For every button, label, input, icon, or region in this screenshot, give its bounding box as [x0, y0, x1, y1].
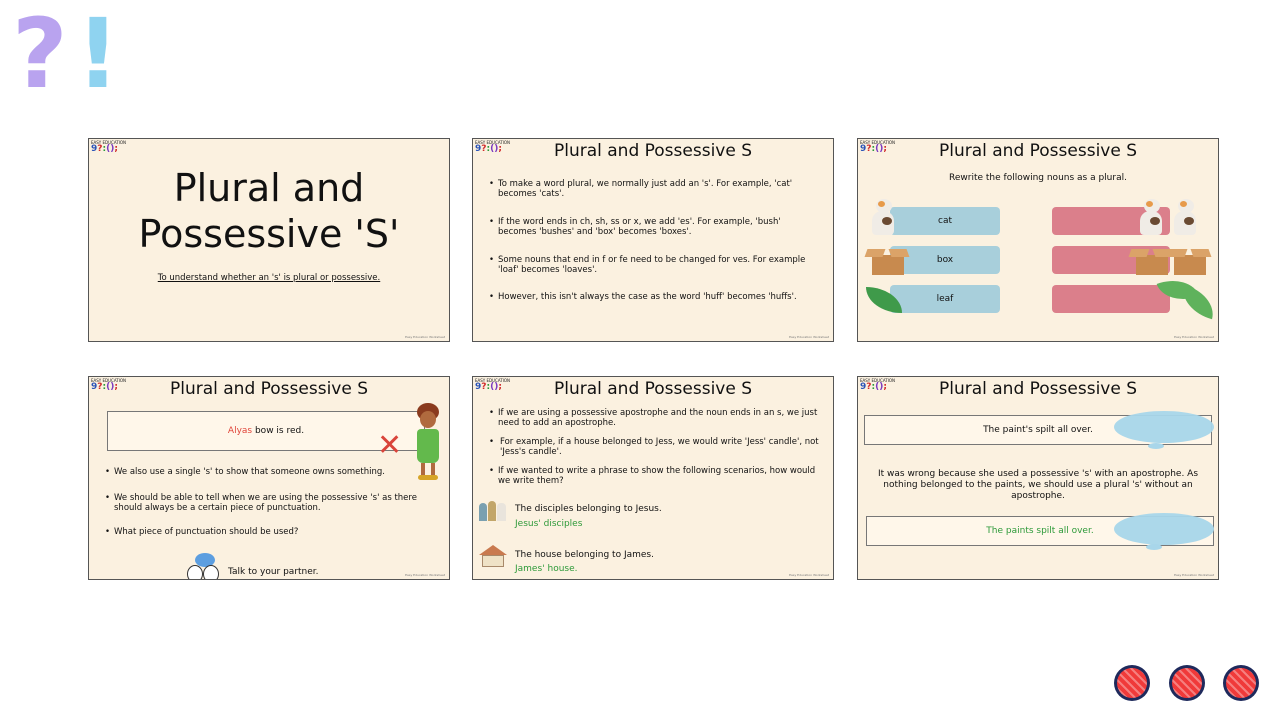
answer-text: Jesus' disciples: [515, 519, 583, 529]
cat-icon: [866, 199, 900, 235]
question-mark-decoration: ?: [12, 0, 68, 110]
slide-thumbnail-5[interactable]: [472, 376, 834, 580]
cross-icon: ✕: [377, 428, 403, 463]
exclamation-mark-decoration: !: [76, 0, 120, 110]
bullet-item: • Some nouns that end in f or fe need to be changed for ves. For example 'loaf' becomes 'loaves'.: [489, 255, 819, 275]
logo-icon: 9?:();: [475, 144, 502, 154]
disciples-picture: [477, 499, 507, 521]
slide-footer: Easy Education Worksheet: [405, 573, 445, 577]
paint-drop-icon: [1148, 443, 1164, 449]
bullet-item: • For example, if a house belonged to Jess, we would write 'Jess' candle', not 'Jess's candle'.: [489, 437, 819, 457]
slide-footer: Easy Education Worksheet: [789, 335, 829, 339]
slide-title: Plural and Possessive S: [553, 379, 753, 399]
nav-dot-icon: [1226, 668, 1256, 698]
bullet-list: [105, 467, 427, 537]
slide-title: Plural and Possessive S: [169, 379, 369, 399]
slide-thumbnail-3[interactable]: [857, 138, 1219, 342]
bullet-item: • What piece of punctuation should be used?: [105, 527, 427, 537]
slide-title: Plural and Possessive S: [553, 141, 753, 161]
answer-text: James' house.: [515, 564, 578, 574]
logo-text: EASY EDUCATION: [860, 378, 896, 383]
slide-footer: Easy Education Worksheet: [789, 573, 829, 577]
bullet-item: • If we wanted to write a phrase to show the following scenarios, how would we write them?: [489, 466, 819, 486]
bullet-item: • However, this isn't always the case as the word 'huff' becomes 'huffs'.: [489, 292, 819, 302]
slide-thumbnail-6[interactable]: [857, 376, 1219, 580]
talk-prompt: Talk to your partner.: [228, 567, 319, 577]
noun-leaf: leaf: [890, 285, 1000, 313]
slide-thumbnail-2[interactable]: [472, 138, 834, 342]
instruction-text: Rewrite the following nouns as a plural.: [949, 173, 1127, 183]
example-sentence-box: Alya s bow is red.: [107, 411, 425, 451]
explanation-text: It was wrong because she used a possessive 's' with an apostrophe. As nothing belonged to the paints, we should use a plural 's' without an apostrophe.: [877, 469, 1199, 501]
nav-dot-icon: [1117, 668, 1147, 698]
logo-text: EASY EDUCATION: [91, 140, 127, 145]
nav-dot-icon: [1172, 668, 1202, 698]
logo-icon: 9?:();: [860, 144, 887, 154]
nav-previous-button[interactable]: [1114, 665, 1150, 701]
learning-objective: To understand whether an 's' is plural or possessive.: [157, 273, 381, 283]
noun-box: box: [890, 246, 1000, 274]
logo-icon: 9?:();: [91, 382, 118, 392]
paint-spill-icon: [1114, 411, 1214, 443]
correct-sentence-box: The paints spilt all over.: [866, 516, 1214, 546]
bullet-item: • If we are using a possessive apostrophe and the noun ends in an s, we just need to add an apostrophe.: [489, 408, 819, 428]
house-picture: [477, 545, 507, 567]
answer-field-leaves[interactable]: [1052, 285, 1170, 313]
bullet-item: • We should be able to tell when we are using the possessive 's' as there should always be a certain piece of punctuation.: [105, 493, 427, 513]
nav-home-button[interactable]: [1169, 665, 1205, 701]
slide-title: Plural and Possessive S: [938, 379, 1138, 399]
incorrect-sentence-box: The paint's spilt all over.: [864, 415, 1212, 445]
bullet-item: • To make a word plural, we normally just add an 's'. For example, 'cat' becomes 'cats'.: [489, 179, 819, 199]
bullet-item: • If the word ends in ch, sh, ss or x, we add 'es'. For example, 'bush' becomes 'bushes' and 'box' becomes 'boxes'.: [489, 217, 819, 237]
bullet-list: [489, 408, 819, 486]
cat-icon: [1168, 199, 1202, 235]
scenario-text: The house belonging to James.: [515, 550, 654, 560]
paint-spill-icon: [1114, 513, 1214, 545]
leaf-icon: [1177, 285, 1219, 319]
noun-cat: cat: [890, 207, 1000, 235]
logo-text: EASY EDUCATION: [91, 378, 127, 383]
slide-thumbnail-4[interactable]: [88, 376, 450, 580]
logo-icon: 9?:();: [91, 144, 118, 154]
logo-icon: 9?:();: [860, 382, 887, 392]
box-icon: [1130, 245, 1172, 275]
slide-footer: Easy Education Worksheet: [1174, 573, 1214, 577]
slide-thumbnail-1[interactable]: [88, 138, 450, 342]
logo-icon: 9?:();: [475, 382, 502, 392]
talk-partners-icon: [187, 553, 223, 580]
slide-footer: Easy Education Worksheet: [1174, 335, 1214, 339]
logo-text: EASY EDUCATION: [475, 378, 511, 383]
slide-footer: Easy Education Worksheet: [405, 335, 445, 339]
box-icon: [1168, 245, 1210, 275]
paint-drop-icon: [1146, 544, 1162, 550]
box-icon: [866, 245, 908, 275]
bullet-item: • We also use a single 's' to show that someone owns something.: [105, 467, 427, 477]
logo-text: EASY EDUCATION: [475, 140, 511, 145]
slide-title: Plural and Possessive 'S': [138, 166, 400, 256]
nav-next-button[interactable]: [1223, 665, 1259, 701]
slide-title: Plural and Possessive S: [938, 141, 1138, 161]
scenario-text: The disciples belonging to Jesus.: [515, 504, 662, 514]
logo-text: EASY EDUCATION: [860, 140, 896, 145]
bullet-list: [489, 179, 819, 302]
cat-icon: [1134, 199, 1168, 235]
